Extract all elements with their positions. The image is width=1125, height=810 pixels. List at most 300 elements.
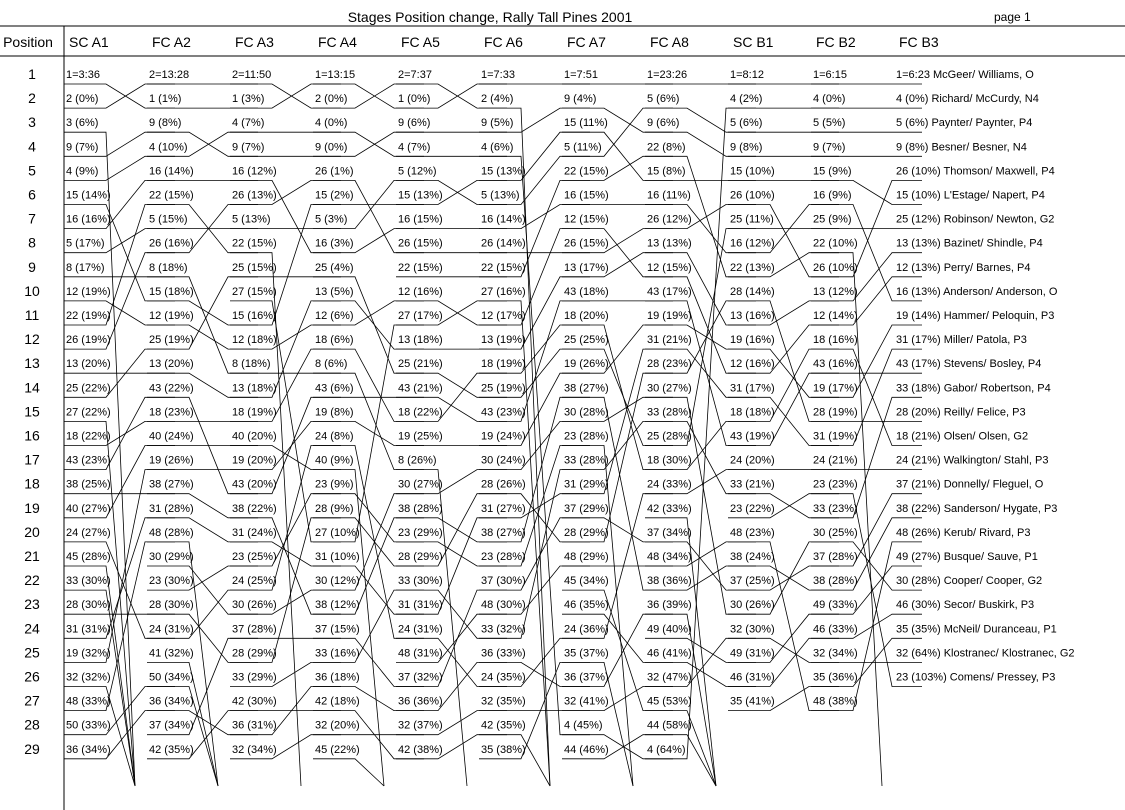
- stage-cell: 4 (9%): [66, 165, 99, 178]
- stage-cell: 26 (19%): [66, 334, 111, 347]
- stage-cell: 12 (18%): [232, 334, 277, 347]
- stage-cell: 18 (19%): [232, 406, 277, 419]
- stage-cell: 26 (16%): [149, 237, 194, 250]
- stage-cell: 19 (25%): [398, 430, 443, 443]
- stage-cell: 31 (17%): [730, 382, 775, 395]
- position-label: 7: [28, 210, 36, 227]
- stage-cell: 30 (12%): [315, 575, 360, 588]
- stage-cell: 1=23:26: [647, 69, 688, 81]
- stage-cell: 15 (14%): [66, 189, 111, 202]
- stage-cell: 9 (7%): [232, 141, 265, 154]
- stage-cell: 23 (28%): [481, 551, 526, 563]
- stage-cell: 12 (16%): [398, 285, 443, 298]
- stage-cell: 38 (28%): [813, 575, 858, 588]
- stage-cell: 13 (16%): [730, 310, 775, 322]
- stage-cell: 16 (13%) Anderson/ Anderson, O: [896, 285, 1058, 298]
- stage-cell: 46 (30%) Secor/ Buskirk, P3: [896, 599, 1035, 612]
- stage-cell: 19 (14%) Hammer/ Peloquin, P3: [896, 310, 1055, 322]
- stage-header: FC A2: [152, 34, 191, 50]
- stage-header: FC B2: [816, 34, 856, 50]
- stage-cell: 40 (27%): [66, 502, 111, 515]
- stage-cell: 35 (38%): [481, 743, 526, 756]
- stage-cell: 15 (10%) L'Estage/ Napert, P4: [896, 189, 1045, 202]
- stage-cell: 12 (15%): [564, 213, 609, 226]
- stage-cell: 49 (40%): [647, 623, 692, 636]
- stage-cell: 18 (21%) Olsen/ Olsen, G2: [896, 430, 1029, 443]
- stage-cell: 30 (26%): [730, 599, 775, 612]
- stage-cell: 26 (1%): [315, 165, 354, 178]
- stage-cell: 25 (19%): [149, 334, 194, 347]
- stage-cell: 33 (21%): [730, 478, 775, 491]
- stage-cell: 37 (15%): [315, 623, 360, 636]
- stage-cell: 49 (33%): [813, 599, 858, 612]
- stage-cell: 33 (32%): [481, 623, 526, 636]
- stage-cell: 45 (22%): [315, 743, 360, 756]
- stage-cell: 41 (32%): [149, 647, 194, 660]
- stage-cell: 48 (28%): [149, 526, 194, 539]
- stage-cell: 16 (9%): [813, 189, 852, 202]
- stage-cell: 18 (18%): [730, 406, 775, 419]
- stage-cell: 4 (0%) Richard/ McCurdy, N4: [896, 93, 1039, 106]
- stage-cell: 15 (8%): [647, 165, 686, 178]
- stage-cell: 38 (27%): [481, 526, 526, 539]
- stage-cell: 22 (15%): [481, 261, 526, 274]
- stage-cell: 15 (10%): [730, 165, 775, 178]
- stage-cell: 25 (28%): [647, 430, 692, 443]
- stage-cell: 49 (31%): [730, 647, 775, 660]
- stage-cell: 30 (28%) Cooper/ Cooper, G2: [896, 575, 1043, 588]
- stage-cell: 12 (13%) Perry/ Barnes, P4: [896, 261, 1031, 274]
- stage-cell: 5 (6%): [647, 93, 680, 106]
- stage-cell: 31 (27%): [481, 502, 526, 515]
- stage-cell: 5 (15%): [149, 213, 188, 226]
- stage-cell: 35 (41%): [730, 695, 775, 708]
- stage-cell: 13 (18%): [398, 334, 443, 347]
- position-connector: [64, 590, 135, 786]
- stage-cell: 16 (12%): [232, 165, 277, 178]
- stage-cell: 24 (31%): [398, 623, 443, 636]
- stage-cell: 22 (8%): [647, 141, 686, 154]
- stage-cell: 15 (11%): [564, 117, 608, 130]
- stage-header: FC A8: [650, 34, 689, 50]
- stage-cell: 15 (9%): [813, 165, 852, 178]
- stage-header: FC A6: [484, 34, 523, 50]
- position-label: 24: [24, 620, 40, 637]
- stage-cell: 42 (30%): [232, 695, 277, 708]
- stage-cell: 37 (34%): [647, 526, 692, 539]
- stage-cell: 22 (19%): [66, 310, 111, 322]
- stage-cell: 43 (6%): [315, 382, 354, 395]
- stage-cell: 23 (28%): [564, 430, 609, 443]
- stage-cell: 26 (10%) Thomson/ Maxwell, P4: [896, 165, 1055, 178]
- stage-cell: 19 (32%): [66, 647, 111, 660]
- position-label: 15: [24, 403, 40, 420]
- position-label: 8: [28, 234, 36, 251]
- stage-cell: 9 (4%): [564, 93, 597, 106]
- stage-cell: 8 (18%): [149, 261, 188, 274]
- stage-cell: 4 (2%): [730, 93, 763, 106]
- stage-cell: 35 (35%) McNeil/ Duranceau, P1: [896, 623, 1057, 636]
- stage-cell: 26 (10%): [813, 261, 858, 274]
- stage-cell: 25 (15%): [232, 261, 277, 274]
- stage-cell: 43 (22%): [149, 382, 194, 395]
- stage-cell: 30 (26%): [232, 599, 277, 612]
- stage-cell: 12 (15%): [647, 261, 692, 274]
- stage-cell: 27 (17%): [398, 310, 443, 322]
- stage-cell: 19 (19%): [647, 310, 692, 322]
- stage-cell: 43 (21%): [398, 382, 443, 395]
- stage-cell: 13 (5%): [315, 285, 354, 298]
- stage-cell: 15 (18%): [149, 285, 194, 298]
- position-label: 5: [28, 162, 36, 179]
- stage-cell: 19 (24%): [481, 430, 526, 443]
- stage-cell: 43 (18%): [564, 285, 609, 298]
- stage-cell: 12 (19%): [149, 310, 194, 322]
- stage-cell: 5 (6%): [730, 117, 763, 130]
- stage-cell: 9 (5%): [481, 117, 514, 130]
- stage-cell: 12 (19%): [66, 285, 111, 298]
- stage-cell: 9 (8%): [730, 141, 763, 154]
- stage-cell: 37 (34%): [149, 719, 194, 732]
- stage-cell: 16 (3%): [315, 237, 354, 250]
- stage-cell: 37 (30%): [481, 575, 526, 588]
- stage-cell: 32 (47%): [647, 671, 692, 684]
- stage-cell: 27 (15%): [232, 285, 277, 298]
- stage-cell: 45 (53%): [647, 695, 692, 708]
- stage-cell: 22 (13%): [730, 261, 775, 274]
- stage-cell: 25 (21%): [398, 358, 443, 371]
- stage-cell: 31 (19%): [813, 430, 858, 443]
- stage-cell: 8 (18%): [232, 358, 271, 371]
- stage-cell: 13 (17%): [564, 261, 609, 274]
- stage-cell: 38 (27%): [564, 382, 609, 395]
- stage-cell: 38 (24%): [730, 551, 775, 563]
- stage-cell: 5 (12%): [398, 165, 437, 178]
- stage-cell: 5 (17%): [66, 237, 105, 250]
- position-label: 29: [24, 740, 40, 757]
- stage-cell: 12 (16%): [730, 358, 775, 371]
- stage-cell: 25 (12%) Robinson/ Newton, G2: [896, 213, 1055, 226]
- stage-cell: 18 (6%): [315, 334, 354, 347]
- stage-cell: 31 (28%): [149, 502, 194, 515]
- stage-cell: 36 (34%): [149, 695, 194, 708]
- stage-cell: 40 (24%): [149, 430, 194, 443]
- stage-cell: 38 (25%): [66, 478, 111, 491]
- stage-cell: 36 (31%): [232, 719, 277, 732]
- position-connector: [479, 735, 550, 786]
- stage-cell: 26 (13%): [232, 189, 277, 202]
- stage-cell: 2=7:37: [398, 69, 432, 81]
- stage-cell: 1=7:33: [481, 69, 515, 81]
- stage-cell: 32 (35%): [481, 695, 526, 708]
- stage-cell: 2=11:50: [232, 69, 272, 81]
- stage-cell: 25 (22%): [66, 382, 111, 395]
- stage-cell: 1 (1%): [149, 93, 182, 106]
- stage-header: SC B1: [733, 34, 774, 50]
- stage-cell: 23 (9%): [315, 478, 354, 491]
- stage-cell: 32 (64%) Klostranec/ Klostranec, G2: [896, 647, 1075, 660]
- stage-header: FC A7: [567, 34, 606, 50]
- stage-header: FC A5: [401, 34, 440, 50]
- stage-cell: 37 (29%): [564, 502, 609, 515]
- stage-cell: 43 (23%): [66, 454, 111, 467]
- stage-cell: 37 (21%) Donnelly/ Fleguel, O: [896, 478, 1044, 491]
- stage-cell: 43 (20%): [232, 478, 277, 491]
- stage-cell: 45 (34%): [564, 575, 609, 588]
- stage-cell: 5 (3%): [315, 213, 348, 226]
- stage-cell: 25 (9%): [813, 213, 852, 226]
- stage-cell: 19 (8%): [315, 406, 354, 419]
- stage-cell: 18 (20%): [564, 310, 609, 322]
- stage-cell: 42 (18%): [315, 695, 360, 708]
- position-label: 26: [24, 668, 40, 685]
- stage-cell: 23 (23%): [813, 478, 858, 491]
- stage-cell: 18 (22%): [66, 430, 111, 443]
- stage-cell: 22 (15%): [232, 237, 277, 250]
- stage-cell: 23 (25%): [232, 551, 277, 563]
- stage-cell: 19 (26%): [149, 454, 194, 467]
- stage-cell: 8 (6%): [315, 358, 348, 371]
- stage-cell: 9 (6%): [398, 117, 431, 130]
- stage-cell: 31 (21%): [647, 334, 692, 347]
- stage-cell: 13 (19%): [481, 334, 526, 347]
- stage-cell: 46 (31%): [730, 671, 775, 684]
- stage-cell: 1=8:12: [730, 69, 764, 81]
- stage-cell: 1=6:15: [813, 69, 847, 81]
- stage-cell: 31 (29%): [564, 478, 609, 491]
- position-label: 21: [24, 548, 40, 564]
- position-label: 1: [28, 66, 36, 82]
- stage-cell: 36 (39%): [647, 599, 692, 612]
- stage-cell: 28 (20%) Reilly/ Felice, P3: [896, 406, 1026, 419]
- stage-cell: 18 (22%): [398, 406, 443, 419]
- stage-cell: 4 (0%): [813, 93, 846, 106]
- stage-cell: 23 (30%): [149, 575, 194, 588]
- stage-cell: 24 (25%): [232, 575, 277, 588]
- stage-cell: 30 (27%): [398, 478, 443, 491]
- stage-cell: 49 (27%) Busque/ Sauve, P1: [896, 551, 1038, 563]
- stage-cell: 26 (10%): [730, 189, 775, 202]
- stage-cell: 5 (13%): [481, 189, 520, 202]
- stage-cell: 15 (13%): [398, 189, 443, 202]
- stage-cell: 1=3:36: [66, 69, 100, 81]
- stage-cell: 23 (29%): [398, 526, 443, 539]
- stage-cell: 50 (33%): [66, 719, 111, 732]
- stage-cell: 44 (46%): [564, 743, 609, 756]
- stage-cell: 37 (32%): [398, 671, 443, 684]
- stage-cell: 33 (16%): [315, 647, 360, 660]
- position-label: 11: [24, 307, 40, 323]
- stage-cell: 9 (6%): [647, 117, 680, 130]
- stage-header: SC A1: [69, 34, 109, 50]
- stage-cell: 8 (26%): [398, 454, 437, 467]
- stage-cell: 46 (35%): [564, 599, 609, 612]
- stage-cell: 43 (17%): [647, 285, 692, 298]
- stage-cell: 9 (8%) Besner/ Besner, N4: [896, 141, 1027, 154]
- stage-cell: 28 (29%): [398, 551, 443, 563]
- stage-cell: 13 (13%) Bazinet/ Shindle, P4: [896, 237, 1043, 250]
- stage-cell: 3 (6%): [66, 117, 99, 130]
- stage-cell: 31 (31%): [66, 623, 111, 636]
- stage-cell: 13 (12%): [813, 285, 858, 298]
- stage-cell: 33 (18%) Gabor/ Robertson, P4: [896, 382, 1051, 395]
- stage-cell: 38 (27%): [149, 478, 194, 491]
- position-label: 9: [28, 258, 36, 275]
- stage-cell: 32 (37%): [398, 719, 443, 732]
- position-connector: [645, 735, 716, 786]
- stage-header: FC A4: [318, 34, 357, 50]
- stage-cell: 38 (22%): [232, 502, 277, 515]
- stage-cell: 42 (35%): [481, 719, 526, 732]
- stage-cell: 33 (23%): [813, 502, 858, 515]
- stage-cell: 28 (14%): [730, 285, 775, 298]
- stage-cell: 9 (7%): [66, 141, 99, 154]
- stage-cell: 33 (29%): [232, 671, 277, 684]
- stage-cell: 48 (34%): [647, 551, 692, 563]
- position-label: 20: [24, 523, 40, 540]
- position-label: 19: [24, 499, 40, 516]
- stage-cell: 16 (14%): [481, 213, 526, 226]
- stage-cell: 1 (0%): [398, 93, 431, 106]
- position-label: 6: [28, 186, 36, 203]
- stage-cell: 12 (6%): [315, 310, 354, 322]
- stage-cell: 43 (23%): [481, 406, 526, 419]
- stage-cell: 24 (27%): [66, 526, 111, 539]
- stage-cell: 2 (0%): [66, 93, 99, 106]
- stage-cells: [66, 69, 1075, 756]
- stage-cell: 26 (15%): [564, 237, 609, 250]
- stage-cell: 28 (9%): [315, 502, 354, 515]
- stage-cell: 40 (9%): [315, 454, 354, 467]
- stage-cell: 28 (29%): [564, 526, 609, 539]
- stage-cell: 36 (37%): [564, 671, 609, 684]
- stage-cell: 32 (20%): [315, 719, 360, 732]
- stage-cell: 4 (6%): [481, 141, 514, 154]
- stage-cell: 13 (20%): [66, 358, 111, 371]
- position-label: 10: [24, 282, 40, 299]
- position-label: 28: [24, 716, 40, 733]
- stage-cell: 13 (20%): [149, 358, 194, 371]
- stage-cell: 43 (16%): [813, 358, 858, 371]
- stage-cell: 24 (36%): [564, 623, 609, 636]
- stage-cell: 32 (30%): [730, 623, 775, 636]
- stage-cell: 2 (0%): [315, 93, 348, 106]
- stage-cell: 28 (30%): [149, 599, 194, 612]
- stage-cell: 26 (15%): [398, 237, 443, 250]
- stage-cell: 19 (17%): [813, 382, 858, 395]
- stage-cell: 30 (25%): [813, 526, 858, 539]
- stage-cell: 25 (19%): [481, 382, 526, 395]
- stage-cell: 48 (33%): [66, 695, 111, 708]
- stage-cell: 18 (19%): [481, 358, 526, 371]
- stage-cell: 24 (8%): [315, 430, 354, 443]
- stage-cell: 33 (28%): [647, 406, 692, 419]
- stage-cell: 8 (17%): [66, 261, 105, 274]
- stage-cell: 18 (16%): [813, 334, 858, 347]
- stage-cell: 12 (17%): [481, 310, 526, 322]
- position-label: 2: [28, 90, 36, 107]
- stage-cell: 1 (3%): [232, 93, 265, 106]
- position-header: Position: [3, 34, 53, 50]
- stage-cell: 4 (64%): [647, 743, 686, 756]
- stage-cell: 24 (33%): [647, 478, 692, 491]
- stage-cell: 32 (41%): [564, 695, 609, 708]
- stage-cell: 24 (31%): [149, 623, 194, 636]
- stage-header: FC A3: [235, 34, 274, 50]
- stage-cell: 4 (45%): [564, 719, 603, 732]
- stage-cell: 4 (7%): [398, 141, 431, 154]
- stage-cell: 22 (10%): [813, 237, 858, 250]
- stage-cell: 31 (17%) Miller/ Patola, P3: [896, 334, 1027, 347]
- position-label: 23: [24, 596, 40, 613]
- stage-cell: 48 (26%) Kerub/ Rivard, P3: [896, 526, 1031, 539]
- stage-cell: 5 (13%): [232, 213, 271, 226]
- stage-cell: 38 (28%): [398, 502, 443, 515]
- stage-cell: 25 (11%): [730, 213, 774, 226]
- position-label: 14: [24, 379, 40, 396]
- stage-cell: 30 (29%): [149, 551, 194, 563]
- stage-cell: 13 (13%): [647, 237, 692, 250]
- stage-cell: 16 (14%): [149, 165, 194, 178]
- stage-cell: 28 (19%): [813, 406, 858, 419]
- stage-cell: 4 (10%): [149, 141, 188, 154]
- stage-cell: 15 (16%): [232, 310, 277, 322]
- stage-cell: 48 (31%): [398, 647, 443, 660]
- stage-cell: 38 (36%): [647, 575, 692, 588]
- stage-cell: 1=7:51: [564, 69, 598, 81]
- stage-cell: 36 (36%): [398, 695, 443, 708]
- stage-cell: 24 (20%): [730, 454, 775, 467]
- stage-cell: 33 (30%): [398, 575, 443, 588]
- stage-cell: 38 (22%) Sanderson/ Hygate, P3: [896, 502, 1058, 515]
- stage-cell: 28 (26%): [481, 478, 526, 491]
- page-label: page 1: [994, 10, 1031, 24]
- stage-cell: 40 (20%): [232, 430, 277, 443]
- stage-cell: 48 (30%): [481, 599, 526, 612]
- stage-cell: 19 (20%): [232, 454, 277, 467]
- stage-cell: 30 (27%): [647, 382, 692, 395]
- position-connector: [313, 759, 384, 786]
- stage-cell: 5 (6%) Paynter/ Paynter, P4: [896, 117, 1033, 130]
- position-label: 12: [24, 331, 40, 348]
- stage-cell: 33 (28%): [564, 454, 609, 467]
- stage-cell: 9 (0%): [315, 141, 348, 154]
- stage-cell: 16 (12%): [730, 237, 775, 250]
- stage-cell: 22 (15%): [398, 261, 443, 274]
- stage-cell: 46 (33%): [813, 623, 858, 636]
- stage-cell: 16 (11%): [647, 189, 691, 202]
- stage-cell: 24 (35%): [481, 671, 526, 684]
- stage-cell: 16 (15%): [564, 189, 609, 202]
- stage-cell: 48 (29%): [564, 551, 609, 563]
- stage-cell: 15 (2%): [315, 189, 354, 202]
- stage-cell: 19 (16%): [730, 334, 775, 347]
- stage-cell: 23 (22%): [730, 502, 775, 515]
- stage-cell: 43 (19%): [730, 430, 775, 443]
- stage-cell: 33 (30%): [66, 575, 111, 588]
- stage-cell: 44 (58%): [647, 719, 692, 732]
- stage-cell: 38 (12%): [315, 599, 360, 612]
- position-labels: [24, 66, 40, 757]
- stage-cell: 1=13:15: [315, 69, 356, 81]
- stage-cell: 18 (30%): [647, 454, 692, 467]
- stage-cell: 2=13:28: [149, 69, 190, 81]
- stage-cell: 12 (14%): [813, 310, 858, 322]
- stage-header: FC B3: [899, 34, 939, 50]
- stage-cell: 26 (12%): [647, 213, 692, 226]
- stage-headers: [69, 34, 939, 50]
- stage-cell: 50 (34%): [149, 671, 194, 684]
